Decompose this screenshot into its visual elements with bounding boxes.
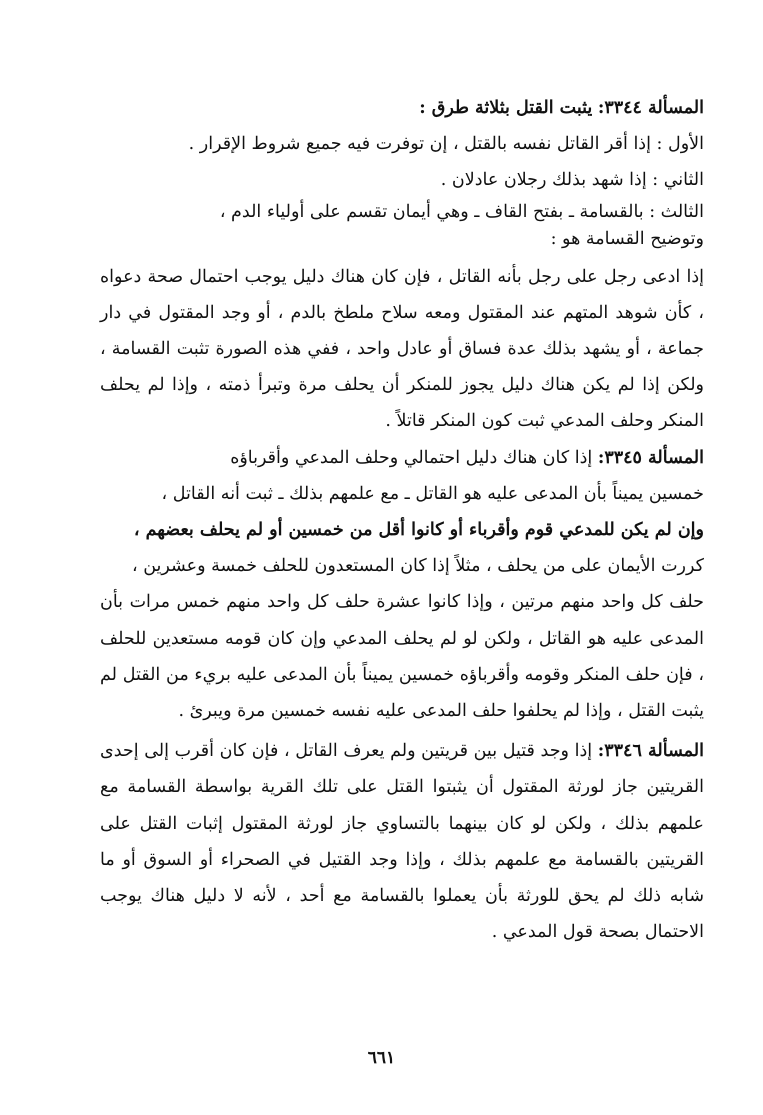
issue-3345-text-b: خمسين يميناً بأن المدعى عليه هو القاتل ـ مع علمهم بذلك ـ ثبت أنه القاتل ، (161, 483, 704, 504)
issue-3345-text-d: كررت الأيمان على من يحلف ، مثلاً إذا كان المستعدون للحلف خمسة وعشرين ، (131, 556, 704, 577)
issue-3345-heading: المسألة ٣٣٤٥: (597, 447, 704, 468)
issue-3344-item-3-cont: وتوضيح القسامة هو : (550, 228, 704, 249)
issue-3344-item-1: الأول : إذا أقر القاتل نفسه بالقتل ، إن توفرت فيه جميع شروط الإقرار . (188, 134, 704, 155)
issue-3344-heading-rest: يثبت القتل بثلاثة طرق : (419, 98, 593, 118)
issue-3344-item-3: الثالث : بالقسامة ـ بفتح القاف ـ وهي أيمان تقسم على أولياء الدم ، (219, 201, 704, 222)
issue-3346-text: إذا وجد قتيل بين قريتين ولم يعرف القاتل ، فإن كان أقرب إلى إحدى القريتين جاز لورثة المقتول أن يثبتوا القتل على تلك القرية بواسطة القسامة مع علمهم بذلك ، ولكن لو كان بينهما بالتساوي جاز لورثة المقتول إثبات القتل على القريتين بالقسامة مع علمهم بذلك ، وإذا وجد القتيل في الصحراء أو السوق أو ما شابه ذلك لم يحق للورثة بأن يعملوا بالقسامة مع أحد ، لأنه لا دليل هناك يوجب الاحتمال بصحة قول المدعي . (100, 741, 704, 943)
page-content (100, 90, 704, 950)
issue-3345-first-line (100, 440, 704, 476)
issue-3345-text-e: حلف كل واحد منهم مرتين ، وإذا كانوا عشرة حلف كل واحد منهم خمس مرات بأن المدعى عليه هو القاتل ، ولكن لو لم يحلف المدعي وإن كان قومه مستعدين للحلف ، فإن حلف المنكر وقومه وأقرباؤه خمسين يميناً بأن المدعى عليه بريء من القتل لم يثبت القتل ، وإذا لم يحلفوا حلف المدعى عليه نفسه خمسين مرة ويبرئ . (100, 592, 705, 722)
issue-3344-item-2: الثاني : إذا شهد بذلك رجلان عادلان . (440, 170, 704, 191)
issue-3346-heading: المسألة ٣٣٤٦: (597, 741, 704, 762)
page-number: ٦٦١ (367, 1048, 396, 1068)
issue-3346-paragraph (100, 733, 704, 950)
issue-3344-title (100, 90, 704, 126)
issue-3344-heading: المسألة ٣٣٤٤: (597, 98, 704, 118)
issue-3345-text-a: إذا كان هناك دليل احتمالي وحلف المدعي وأقرباؤه (230, 447, 593, 468)
issue-3345-text-c: وإن لم يكن للمدعي قوم وأقرباء أو كانوا أقل من خمسين أو لم يحلف بعضهم ، (133, 520, 704, 541)
issue-3344-explanation: إذا ادعى رجل على رجل بأنه القاتل ، فإن كان هناك دليل يوجب احتمال صحة دعواه ، كأن شوهد المتهم عند المقتول ومعه سلاح ملطخ بالدم ، أو وجد المقتول في دار جماعة ، أو يشهد بذلك عدة فساق أو عادل واحد ، ففي هذه الصورة تثبت القسامة ، ولكن إذا لم يكن هناك دليل يجوز للمنكر أن يحلف مرة وتبرأ ذمته ، وإذا لم يحلف المنكر وحلف المدعي ثبت كون المنكر قاتلاً . (100, 266, 704, 432)
